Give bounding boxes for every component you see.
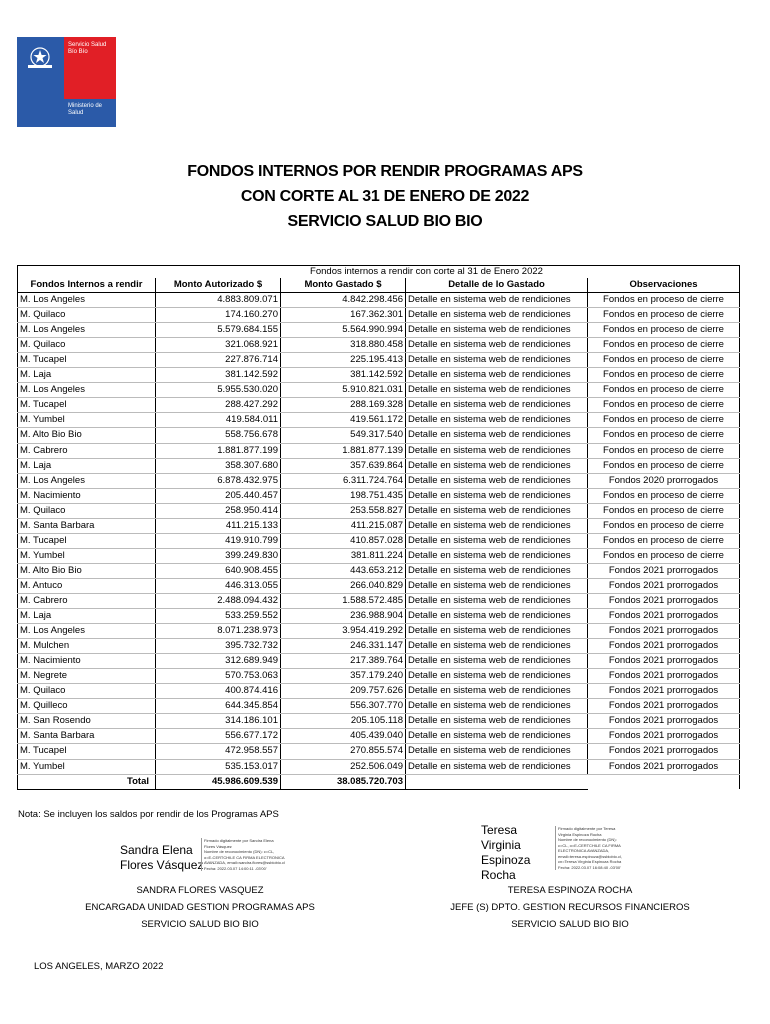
cell-fondo: M. Santa Barbara [18, 729, 156, 744]
cell-observaciones: Fondos 2020 prorrogados [588, 473, 740, 488]
total-empty-detalle [406, 774, 588, 789]
cell-observaciones: Fondos en proceso de cierre [588, 353, 740, 368]
cell-gastado: 209.757.626 [281, 684, 406, 699]
cell-observaciones: Fondos en proceso de cierre [588, 338, 740, 353]
ministry-logo [17, 37, 116, 127]
cell-detalle: Detalle en sistema web de rendiciones [406, 293, 588, 308]
cell-detalle: Detalle en sistema web de rendiciones [406, 533, 588, 548]
cell-fondo: M. Antuco [18, 578, 156, 593]
cell-detalle: Detalle en sistema web de rendiciones [406, 383, 588, 398]
digital-stamp-line: c=CL, o=E-CERTCHILE CA FIRMA [558, 842, 621, 848]
cell-gastado: 167.362.301 [281, 308, 406, 323]
signature-2-caption-line: TERESA ESPINOZA ROCHA [507, 885, 633, 896]
cell-detalle: Detalle en sistema web de rendiciones [406, 398, 588, 413]
cell-autorizado: 227.876.714 [156, 353, 281, 368]
cell-gastado: 419.561.172 [281, 413, 406, 428]
cell-observaciones: Fondos en proceso de cierre [588, 413, 740, 428]
cell-autorizado: 644.345.854 [156, 699, 281, 714]
cell-autorizado: 174.160.270 [156, 308, 281, 323]
cell-observaciones: Fondos 2021 prorrogados [588, 593, 740, 608]
cell-autorizado: 399.249.830 [156, 548, 281, 563]
digital-stamp-line: ELECTRONICA AVANZADA, [558, 848, 610, 853]
cell-fondo: M. San Rosendo [18, 714, 156, 729]
table-row [18, 714, 740, 729]
cell-detalle: Detalle en sistema web de rendiciones [406, 338, 588, 353]
cell-fondo: M. Quilaco [18, 308, 156, 323]
signature-1-caption-line: SANDRA FLORES VASQUEZ [136, 885, 264, 896]
cell-autorizado: 4.883.809.071 [156, 293, 281, 308]
cell-gastado: 205.105.118 [281, 714, 406, 729]
cell-autorizado: 395.732.732 [156, 639, 281, 654]
chile-crest-icon [25, 43, 55, 73]
cell-detalle: Detalle en sistema web de rendiciones [406, 308, 588, 323]
cell-fondo: M. Yumbel [18, 413, 156, 428]
table-row [18, 293, 740, 308]
total-gastado: 38.085.720.703 [281, 774, 406, 789]
table-header-row [18, 278, 740, 293]
cell-gastado: 381.142.592 [281, 368, 406, 383]
table-row [18, 744, 740, 759]
signature-1-digital-stamp [201, 838, 316, 871]
cell-gastado: 6.311.724.764 [281, 473, 406, 488]
cell-observaciones: Fondos 2021 prorrogados [588, 578, 740, 593]
table-row [18, 518, 740, 533]
cell-observaciones: Fondos 2021 prorrogados [588, 639, 740, 654]
cell-observaciones: Fondos 2021 prorrogados [588, 624, 740, 639]
cell-detalle: Detalle en sistema web de rendiciones [406, 578, 588, 593]
cell-autorizado: 288.427.292 [156, 398, 281, 413]
digital-stamp-line: Flores Vásquez [204, 843, 232, 849]
table-row [18, 338, 740, 353]
logo-blue-panel [17, 37, 64, 127]
table-row [18, 473, 740, 488]
signature-2-caption-line: JEFE (S) DPTO. GESTION RECURSOS FINANCIEROS [450, 902, 690, 913]
cell-detalle: Detalle en sistema web de rendiciones [406, 699, 588, 714]
cell-detalle: Detalle en sistema web de rendiciones [406, 413, 588, 428]
signature-2-name-line: Rocha [481, 868, 516, 882]
cell-detalle: Detalle en sistema web de rendiciones [406, 639, 588, 654]
cell-detalle: Detalle en sistema web de rendiciones [406, 353, 588, 368]
cell-fondo: M. Cabrero [18, 593, 156, 608]
table-row [18, 669, 740, 684]
place-date-footer: LOS ANGELES, MARZO 2022 [34, 961, 164, 972]
cell-autorizado: 400.874.416 [156, 684, 281, 699]
table-row [18, 398, 740, 413]
cell-autorizado: 446.313.055 [156, 578, 281, 593]
cell-fondo: M. Yumbel [18, 548, 156, 563]
logo-ministry-text [64, 99, 116, 127]
digital-stamp-line: AVANZADA, email=sandra.flores@ssbiobio.cl [204, 860, 285, 865]
column-header-gastado: Monto Gastado $ [281, 278, 406, 293]
table-row [18, 533, 740, 548]
cell-gastado: 3.954.419.292 [281, 624, 406, 639]
cell-detalle: Detalle en sistema web de rendiciones [406, 609, 588, 624]
table-row [18, 593, 740, 608]
cell-autorizado: 258.950.414 [156, 503, 281, 518]
cell-observaciones: Fondos en proceso de cierre [588, 293, 740, 308]
table-row [18, 654, 740, 669]
cell-observaciones: Fondos 2021 prorrogados [588, 609, 740, 624]
cell-fondo: M. Alto Bio Bio [18, 563, 156, 578]
cell-gastado: 381.811.224 [281, 548, 406, 563]
cell-gastado: 198.751.435 [281, 488, 406, 503]
cell-autorizado: 205.440.457 [156, 488, 281, 503]
cell-autorizado: 6.878.432.975 [156, 473, 281, 488]
cell-fondo: M. Laja [18, 368, 156, 383]
cell-observaciones: Fondos en proceso de cierre [588, 518, 740, 533]
table-row [18, 383, 740, 398]
cell-autorizado: 570.753.063 [156, 669, 281, 684]
signature-1-name-line: Flores Vásquez [120, 858, 204, 872]
table-row [18, 759, 740, 774]
cell-detalle: Detalle en sistema web de rendiciones [406, 323, 588, 338]
cell-autorizado: 2.488.094.432 [156, 593, 281, 608]
funds-table [17, 278, 740, 790]
table-row [18, 488, 740, 503]
cell-fondo: M. Los Angeles [18, 383, 156, 398]
cell-detalle: Detalle en sistema web de rendiciones [406, 503, 588, 518]
cell-observaciones: Fondos 2021 prorrogados [588, 729, 740, 744]
table-body [18, 293, 740, 790]
cell-gastado: 556.307.770 [281, 699, 406, 714]
cell-fondo: M. Quilaco [18, 338, 156, 353]
signature-2-name-line: Virginia [481, 838, 521, 852]
table-row [18, 323, 740, 338]
cell-autorizado: 472.958.557 [156, 744, 281, 759]
cell-observaciones: Fondos en proceso de cierre [588, 458, 740, 473]
signature-2-digital-stamp [555, 826, 668, 870]
digital-stamp-line: Fecha: 2022.03.07 16:08:40 -03'00' [558, 864, 621, 870]
cell-observaciones: Fondos en proceso de cierre [588, 323, 740, 338]
cell-autorizado: 533.259.552 [156, 609, 281, 624]
cell-autorizado: 1.881.877.199 [156, 443, 281, 458]
cell-detalle: Detalle en sistema web de rendiciones [406, 428, 588, 443]
cell-fondo: M. Yumbel [18, 759, 156, 774]
table-row [18, 428, 740, 443]
cell-gastado: 357.639.864 [281, 458, 406, 473]
cell-gastado: 246.331.147 [281, 639, 406, 654]
cell-gastado: 318.880.458 [281, 338, 406, 353]
table-note: Nota: Se incluyen los saldos por rendir de los Programas APS [18, 809, 279, 820]
cell-detalle: Detalle en sistema web de rendiciones [406, 518, 588, 533]
table-row [18, 684, 740, 699]
cell-observaciones: Fondos en proceso de cierre [588, 548, 740, 563]
digital-stamp-line: Nombre de reconocimiento (DN): [558, 837, 617, 842]
signature-1-caption [60, 882, 340, 933]
table-row [18, 548, 740, 563]
table-super-header [17, 265, 740, 278]
cell-detalle: Detalle en sistema web de rendiciones [406, 593, 588, 608]
cell-autorizado: 419.910.799 [156, 533, 281, 548]
cell-observaciones: Fondos en proceso de cierre [588, 503, 740, 518]
cell-detalle: Detalle en sistema web de rendiciones [406, 548, 588, 563]
cell-detalle: Detalle en sistema web de rendiciones [406, 443, 588, 458]
digital-stamp-line: Fecha: 2022.03.07 14:00:11 -03'00' [204, 865, 267, 871]
cell-gastado: 5.564.990.994 [281, 323, 406, 338]
cell-fondo: M. Quilaco [18, 503, 156, 518]
cell-autorizado: 411.215.133 [156, 518, 281, 533]
cell-fondo: M. Los Angeles [18, 293, 156, 308]
cell-observaciones: Fondos en proceso de cierre [588, 368, 740, 383]
document-title-line-1: FONDOS INTERNOS POR RENDIR PROGRAMAS APS [187, 163, 583, 180]
column-header-fondos: Fondos Internos a rendir [18, 278, 156, 293]
cell-gastado: 411.215.087 [281, 518, 406, 533]
table-super-header-text: Fondos internos a rendir con corte al 31 de Enero 2022 [310, 266, 543, 277]
table-row [18, 609, 740, 624]
cell-detalle: Detalle en sistema web de rendiciones [406, 654, 588, 669]
logo-service-text [64, 37, 116, 99]
document-title-line-3: SERVICIO SALUD BIO BIO [287, 213, 483, 230]
cell-gastado: 225.195.413 [281, 353, 406, 368]
table-row [18, 578, 740, 593]
cell-autorizado: 381.142.592 [156, 368, 281, 383]
cell-autorizado: 5.955.530.020 [156, 383, 281, 398]
table-row [18, 353, 740, 368]
table-row [18, 624, 740, 639]
cell-detalle: Detalle en sistema web de rendiciones [406, 624, 588, 639]
cell-detalle: Detalle en sistema web de rendiciones [406, 669, 588, 684]
cell-detalle: Detalle en sistema web de rendiciones [406, 458, 588, 473]
cell-autorizado: 312.689.949 [156, 654, 281, 669]
cell-detalle: Detalle en sistema web de rendiciones [406, 744, 588, 759]
cell-autorizado: 640.908.455 [156, 563, 281, 578]
digital-stamp-line: Firmado digitalmente por Sandra Elena [204, 838, 274, 843]
cell-autorizado: 556.677.172 [156, 729, 281, 744]
cell-gastado: 357.179.240 [281, 669, 406, 684]
cell-fondo: M. Tucapel [18, 533, 156, 548]
cell-observaciones: Fondos 2021 prorrogados [588, 669, 740, 684]
cell-observaciones: Fondos 2021 prorrogados [588, 744, 740, 759]
cell-autorizado: 358.307.680 [156, 458, 281, 473]
cell-detalle: Detalle en sistema web de rendiciones [406, 714, 588, 729]
signature-1-caption-line: ENCARGADA UNIDAD GESTION PROGRAMAS APS [85, 902, 315, 913]
cell-gastado: 1.881.877.139 [281, 443, 406, 458]
cell-gastado: 5.910.821.031 [281, 383, 406, 398]
signature-2-name [481, 823, 530, 883]
cell-observaciones: Fondos en proceso de cierre [588, 533, 740, 548]
signature-2-caption-line: SERVICIO SALUD BIO BIO [511, 919, 629, 930]
cell-fondo: M. Quilleco [18, 699, 156, 714]
cell-fondo: M. Laja [18, 458, 156, 473]
cell-observaciones: Fondos 2021 prorrogados [588, 563, 740, 578]
cell-fondo: M. Nacimiento [18, 488, 156, 503]
logo-service-line: Bío Bío [68, 49, 88, 55]
cell-autorizado: 419.584.011 [156, 413, 281, 428]
column-header-detalle: Detalle de lo Gastado [406, 278, 588, 293]
cell-gastado: 4.842.298.456 [281, 293, 406, 308]
cell-autorizado: 558.756.678 [156, 428, 281, 443]
cell-fondo: M. Los Angeles [18, 624, 156, 639]
table-row [18, 639, 740, 654]
cell-observaciones: Fondos en proceso de cierre [588, 488, 740, 503]
cell-detalle: Detalle en sistema web de rendiciones [406, 759, 588, 774]
cell-gastado: 217.389.764 [281, 654, 406, 669]
signature-1-caption-line: SERVICIO SALUD BIO BIO [141, 919, 259, 930]
cell-fondo: M. Cabrero [18, 443, 156, 458]
cell-autorizado: 8.071.238.973 [156, 624, 281, 639]
digital-stamp-line: email=teresa.espinoza@ssbiobio.cl, [558, 853, 622, 859]
total-empty-observaciones [588, 774, 740, 789]
cell-observaciones: Fondos 2021 prorrogados [588, 759, 740, 774]
cell-autorizado: 314.186.101 [156, 714, 281, 729]
total-autorizado: 45.986.609.539 [156, 774, 281, 789]
document-title-line-2: CON CORTE AL 31 DE ENERO DE 2022 [240, 188, 530, 205]
column-header-observaciones: Observaciones [588, 278, 740, 293]
signature-2-name-line: Teresa [481, 823, 518, 837]
digital-stamp-line: o=E-CERTCHILE CA FIRMA ELECTRONICA [204, 854, 285, 860]
cell-gastado: 549.317.540 [281, 428, 406, 443]
cell-gastado: 252.506.049 [281, 759, 406, 774]
cell-observaciones: Fondos 2021 prorrogados [588, 684, 740, 699]
cell-gastado: 443.653.212 [281, 563, 406, 578]
cell-fondo: M. Los Angeles [18, 323, 156, 338]
cell-fondo: M. Nacimiento [18, 654, 156, 669]
cell-observaciones: Fondos en proceso de cierre [588, 383, 740, 398]
logo-service-line: Servicio Salud [68, 42, 107, 48]
cell-observaciones: Fondos en proceso de cierre [588, 443, 740, 458]
cell-fondo: M. Tucapel [18, 398, 156, 413]
cell-fondo: M. Tucapel [18, 353, 156, 368]
cell-observaciones: Fondos en proceso de cierre [588, 398, 740, 413]
cell-gastado: 288.169.328 [281, 398, 406, 413]
cell-gastado: 253.558.827 [281, 503, 406, 518]
cell-gastado: 1.588.572.485 [281, 593, 406, 608]
cell-observaciones: Fondos 2021 prorrogados [588, 714, 740, 729]
signature-1-name-line: Sandra Elena [120, 843, 193, 857]
table-row [18, 458, 740, 473]
table-row [18, 443, 740, 458]
cell-observaciones: Fondos 2021 prorrogados [588, 699, 740, 714]
cell-fondo: M. Negrete [18, 669, 156, 684]
table-row [18, 699, 740, 714]
digital-stamp-line: Firmado digitalmente por Teresa [558, 826, 616, 831]
cell-fondo: M. Laja [18, 609, 156, 624]
cell-detalle: Detalle en sistema web de rendiciones [406, 368, 588, 383]
digital-stamp-line: Virginia Espinoza Rocha [558, 831, 602, 837]
signature-2-name-line: Espinoza [481, 853, 531, 867]
cell-detalle: Detalle en sistema web de rendiciones [406, 473, 588, 488]
logo-text-panel [64, 37, 116, 127]
cell-detalle: Detalle en sistema web de rendiciones [406, 729, 588, 744]
table-row [18, 503, 740, 518]
digital-stamp-line: Nombre de reconocimiento (DN): c=CL, [204, 849, 275, 854]
table-row [18, 729, 740, 744]
cell-fondo: M. Los Angeles [18, 473, 156, 488]
cell-autorizado: 321.068.921 [156, 338, 281, 353]
cell-fondo: M. Mulchen [18, 639, 156, 654]
logo-ministry-line: Ministerio de [68, 103, 103, 109]
cell-gastado: 266.040.829 [281, 578, 406, 593]
cell-observaciones: Fondos en proceso de cierre [588, 428, 740, 443]
cell-gastado: 270.855.574 [281, 744, 406, 759]
cell-fondo: M. Santa Barbara [18, 518, 156, 533]
table-row [18, 563, 740, 578]
digital-stamp-line: cn=Teresa Virginia Espinoza Rocha [558, 859, 622, 864]
cell-detalle: Detalle en sistema web de rendiciones [406, 488, 588, 503]
cell-fondo: M. Tucapel [18, 744, 156, 759]
cell-detalle: Detalle en sistema web de rendiciones [406, 563, 588, 578]
total-label: Total [18, 774, 156, 789]
cell-fondo: M. Quilaco [18, 684, 156, 699]
table-row [18, 413, 740, 428]
signature-1-name [120, 843, 203, 873]
cell-autorizado: 535.153.017 [156, 759, 281, 774]
signature-2-caption [410, 882, 730, 933]
logo-ministry-line: Salud [68, 110, 84, 116]
cell-autorizado: 5.579.684.155 [156, 323, 281, 338]
table-row [18, 368, 740, 383]
table-total-row [18, 774, 740, 789]
cell-observaciones: Fondos 2021 prorrogados [588, 654, 740, 669]
cell-gastado: 410.857.028 [281, 533, 406, 548]
table-row [18, 308, 740, 323]
cell-gastado: 405.439.040 [281, 729, 406, 744]
cell-fondo: M. Alto Bio Bio [18, 428, 156, 443]
column-header-autorizado: Monto Autorizado $ [156, 278, 281, 293]
cell-observaciones: Fondos en proceso de cierre [588, 308, 740, 323]
cell-gastado: 236.988.904 [281, 609, 406, 624]
cell-detalle: Detalle en sistema web de rendiciones [406, 684, 588, 699]
